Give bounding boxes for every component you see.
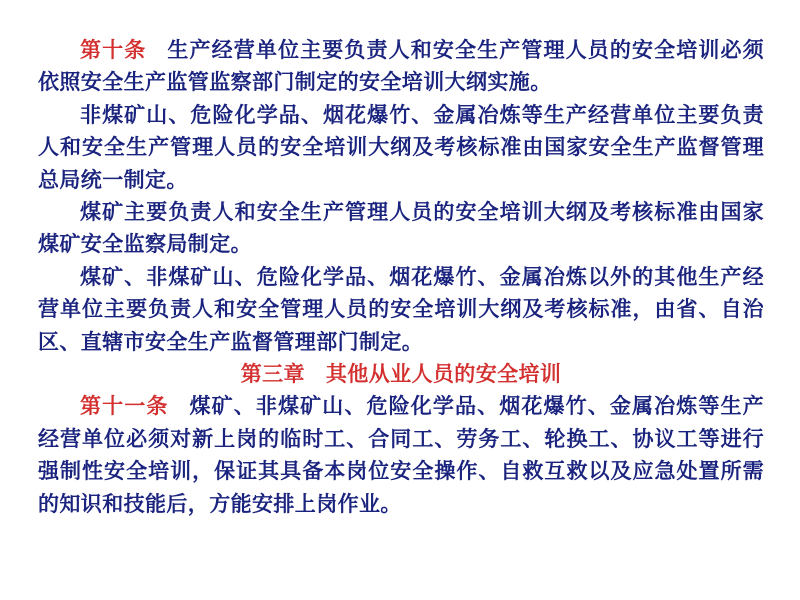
article-11-number: 第十一条: [80, 394, 169, 419]
article-11-text-1: 煤矿、非煤矿山、危险化学品、烟花爆竹、金属冶炼等生产经营单位必须对新上岗的临时工、合同工、劳务工、轮换工、协议工等进行强制性安全培训，保证其具备本岗位安全操作、自救互救以及应急处置所需的知识和技能后，方能安排上岗作业。: [38, 394, 764, 516]
slide-content: [38, 34, 764, 520]
chapter-3-number: 第三章: [240, 362, 305, 387]
article-10-paragraph-2: 非煤矿山、危险化学品、烟花爆竹、金属冶炼等生产经营单位主要负责人和安全生产管理人员的安全培训大纲及考核标准由国家安全生产监督管理总局统一制定。: [38, 102, 764, 192]
chapter-3-title: 其他从业人员的安全培训: [325, 362, 562, 387]
article-11-paragraph-1: [38, 390, 764, 520]
article-10-text-1: 生产经营单位主要负责人和安全生产管理人员的安全培训必须依照安全生产监管监察部门制定的安全培训大纲实施。: [38, 38, 764, 95]
chapter-3-heading: [38, 358, 764, 390]
article-10-paragraph-4: 煤矿、非煤矿山、危险化学品、烟花爆竹、金属冶炼以外的其他生产经营单位主要负责人和安全管理人员的安全培训大纲及考核标准，由省、自治区、直辖市安全生产监督管理部门制定。: [38, 264, 764, 354]
article-10-paragraph-1: [38, 34, 764, 99]
article-10-number: 第十条: [80, 38, 147, 62]
article-10-paragraph-3: 煤矿主要负责人和安全生产管理人员的安全培训大纲及考核标准由国家煤矿安全监察局制定。: [38, 200, 764, 257]
